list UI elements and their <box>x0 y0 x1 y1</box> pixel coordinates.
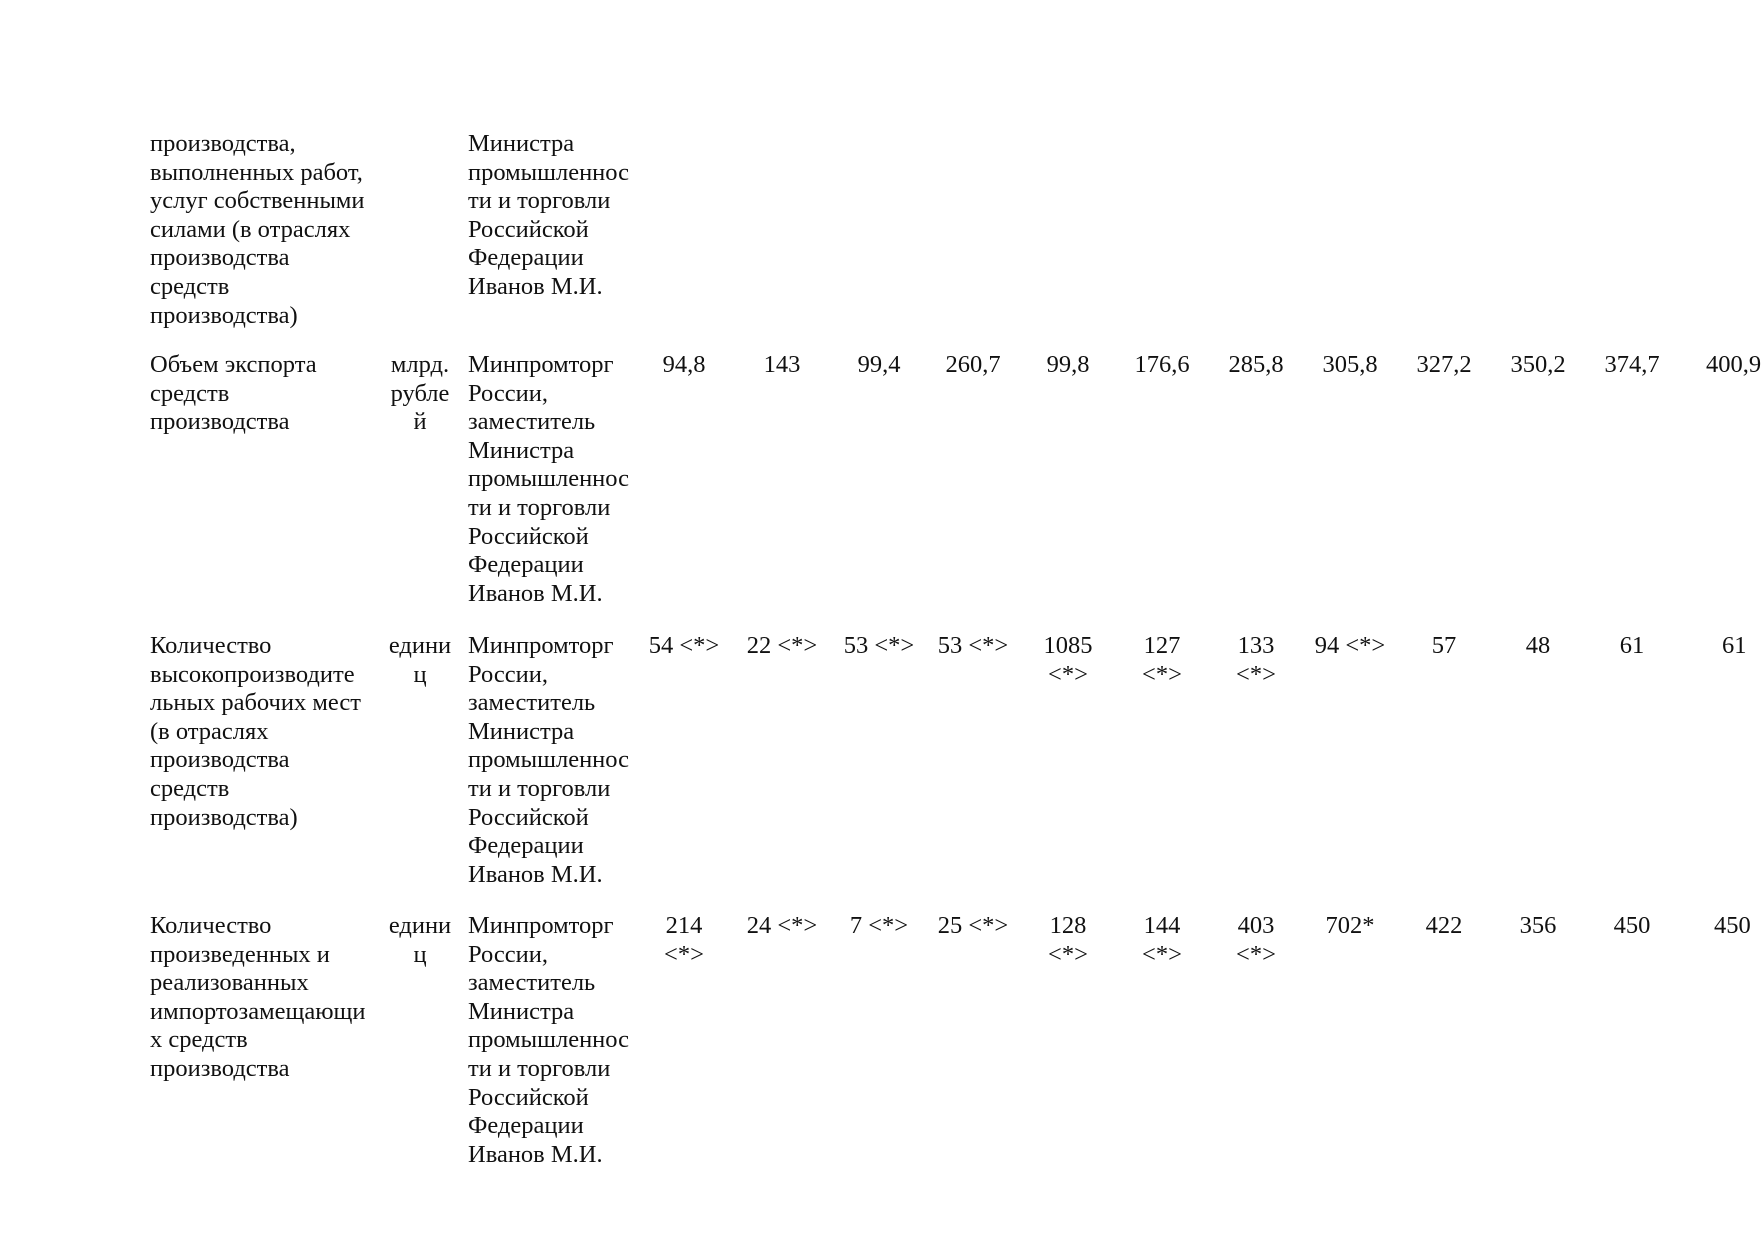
row-3-value: 128 <*> <box>1048 912 1088 968</box>
row-1-value: 327,2 <box>1416 351 1472 378</box>
row-0-indicator-name: производства, выполненных работ, услуг собственными силами (в отраслях производства средств производства) <box>150 130 365 329</box>
row-3-value: 24 <*> <box>746 912 818 939</box>
row-2-value: 53 <*> <box>843 632 915 659</box>
row-1-value: 400,9 <box>1706 351 1761 378</box>
row-1-value: 99,8 <box>1046 351 1090 378</box>
row-1-value: 305,8 <box>1322 351 1378 378</box>
row-3-indicator-name: Количество произведенных и реализованных импортозамещающи х средств производства <box>150 912 366 1082</box>
row-1-unit: млрд. рубле й <box>390 351 450 436</box>
row-3-unit: едини ц <box>388 912 452 968</box>
row-3-value: 25 <*> <box>937 912 1009 939</box>
row-2-indicator-name: Количество высокопроизводите льных рабочих мест (в отраслях производства средств производства) <box>150 632 361 831</box>
row-1-responsible: Минпромторг России, заместитель Министра промышленнос ти и торговли Российской Федерации Иванов М.И. <box>468 351 630 607</box>
row-3-value: 214 <*> <box>664 912 704 968</box>
row-3-value: 356 <box>1519 912 1557 939</box>
row-2-unit: едини ц <box>388 632 452 688</box>
row-3-value: 450 <box>1613 912 1651 939</box>
row-1-value: 176,6 <box>1134 351 1190 378</box>
row-3-value: 144 <*> <box>1142 912 1182 968</box>
row-1-indicator-name: Объем экспорта средств производства <box>150 351 317 436</box>
row-3-value: 422 <box>1425 912 1463 939</box>
row-1-value: 99,4 <box>857 351 901 378</box>
row-2-value: 22 <*> <box>746 632 818 659</box>
row-2-value: 57 <box>1431 632 1457 659</box>
row-3-value: 702* <box>1325 912 1375 939</box>
row-2-value: 1085 <*> <box>1043 632 1093 688</box>
row-1-value: 260,7 <box>945 351 1001 378</box>
row-2-value: 61 <box>1722 632 1747 659</box>
row-1-value: 350,2 <box>1510 351 1566 378</box>
row-1-value: 94,8 <box>662 351 706 378</box>
row-2-value: 127 <*> <box>1142 632 1182 688</box>
row-3-responsible: Минпромторг России, заместитель Министра промышленнос ти и торговли Российской Федерации Иванов М.И. <box>468 912 630 1168</box>
row-1-value: 374,7 <box>1604 351 1660 378</box>
row-2-value: 61 <box>1619 632 1645 659</box>
row-1-value: 285,8 <box>1228 351 1284 378</box>
row-2-value: 48 <box>1525 632 1551 659</box>
row-3-value: 7 <*> <box>849 912 909 939</box>
row-3-value: 403 <*> <box>1236 912 1276 968</box>
row-0-responsible: Министра промышленнос ти и торговли Российской Федерации Иванов М.И. <box>468 130 630 300</box>
row-2-value: 133 <*> <box>1236 632 1276 688</box>
row-2-value: 54 <*> <box>648 632 720 659</box>
row-2-responsible: Минпромторг России, заместитель Министра промышленнос ти и торговли Российской Федерации Иванов М.И. <box>468 632 630 888</box>
row-1-value: 143 <box>763 351 801 378</box>
row-3-value: 450 <box>1714 912 1751 939</box>
row-2-value: 94 <*> <box>1314 632 1386 659</box>
row-2-value: 53 <*> <box>937 632 1009 659</box>
